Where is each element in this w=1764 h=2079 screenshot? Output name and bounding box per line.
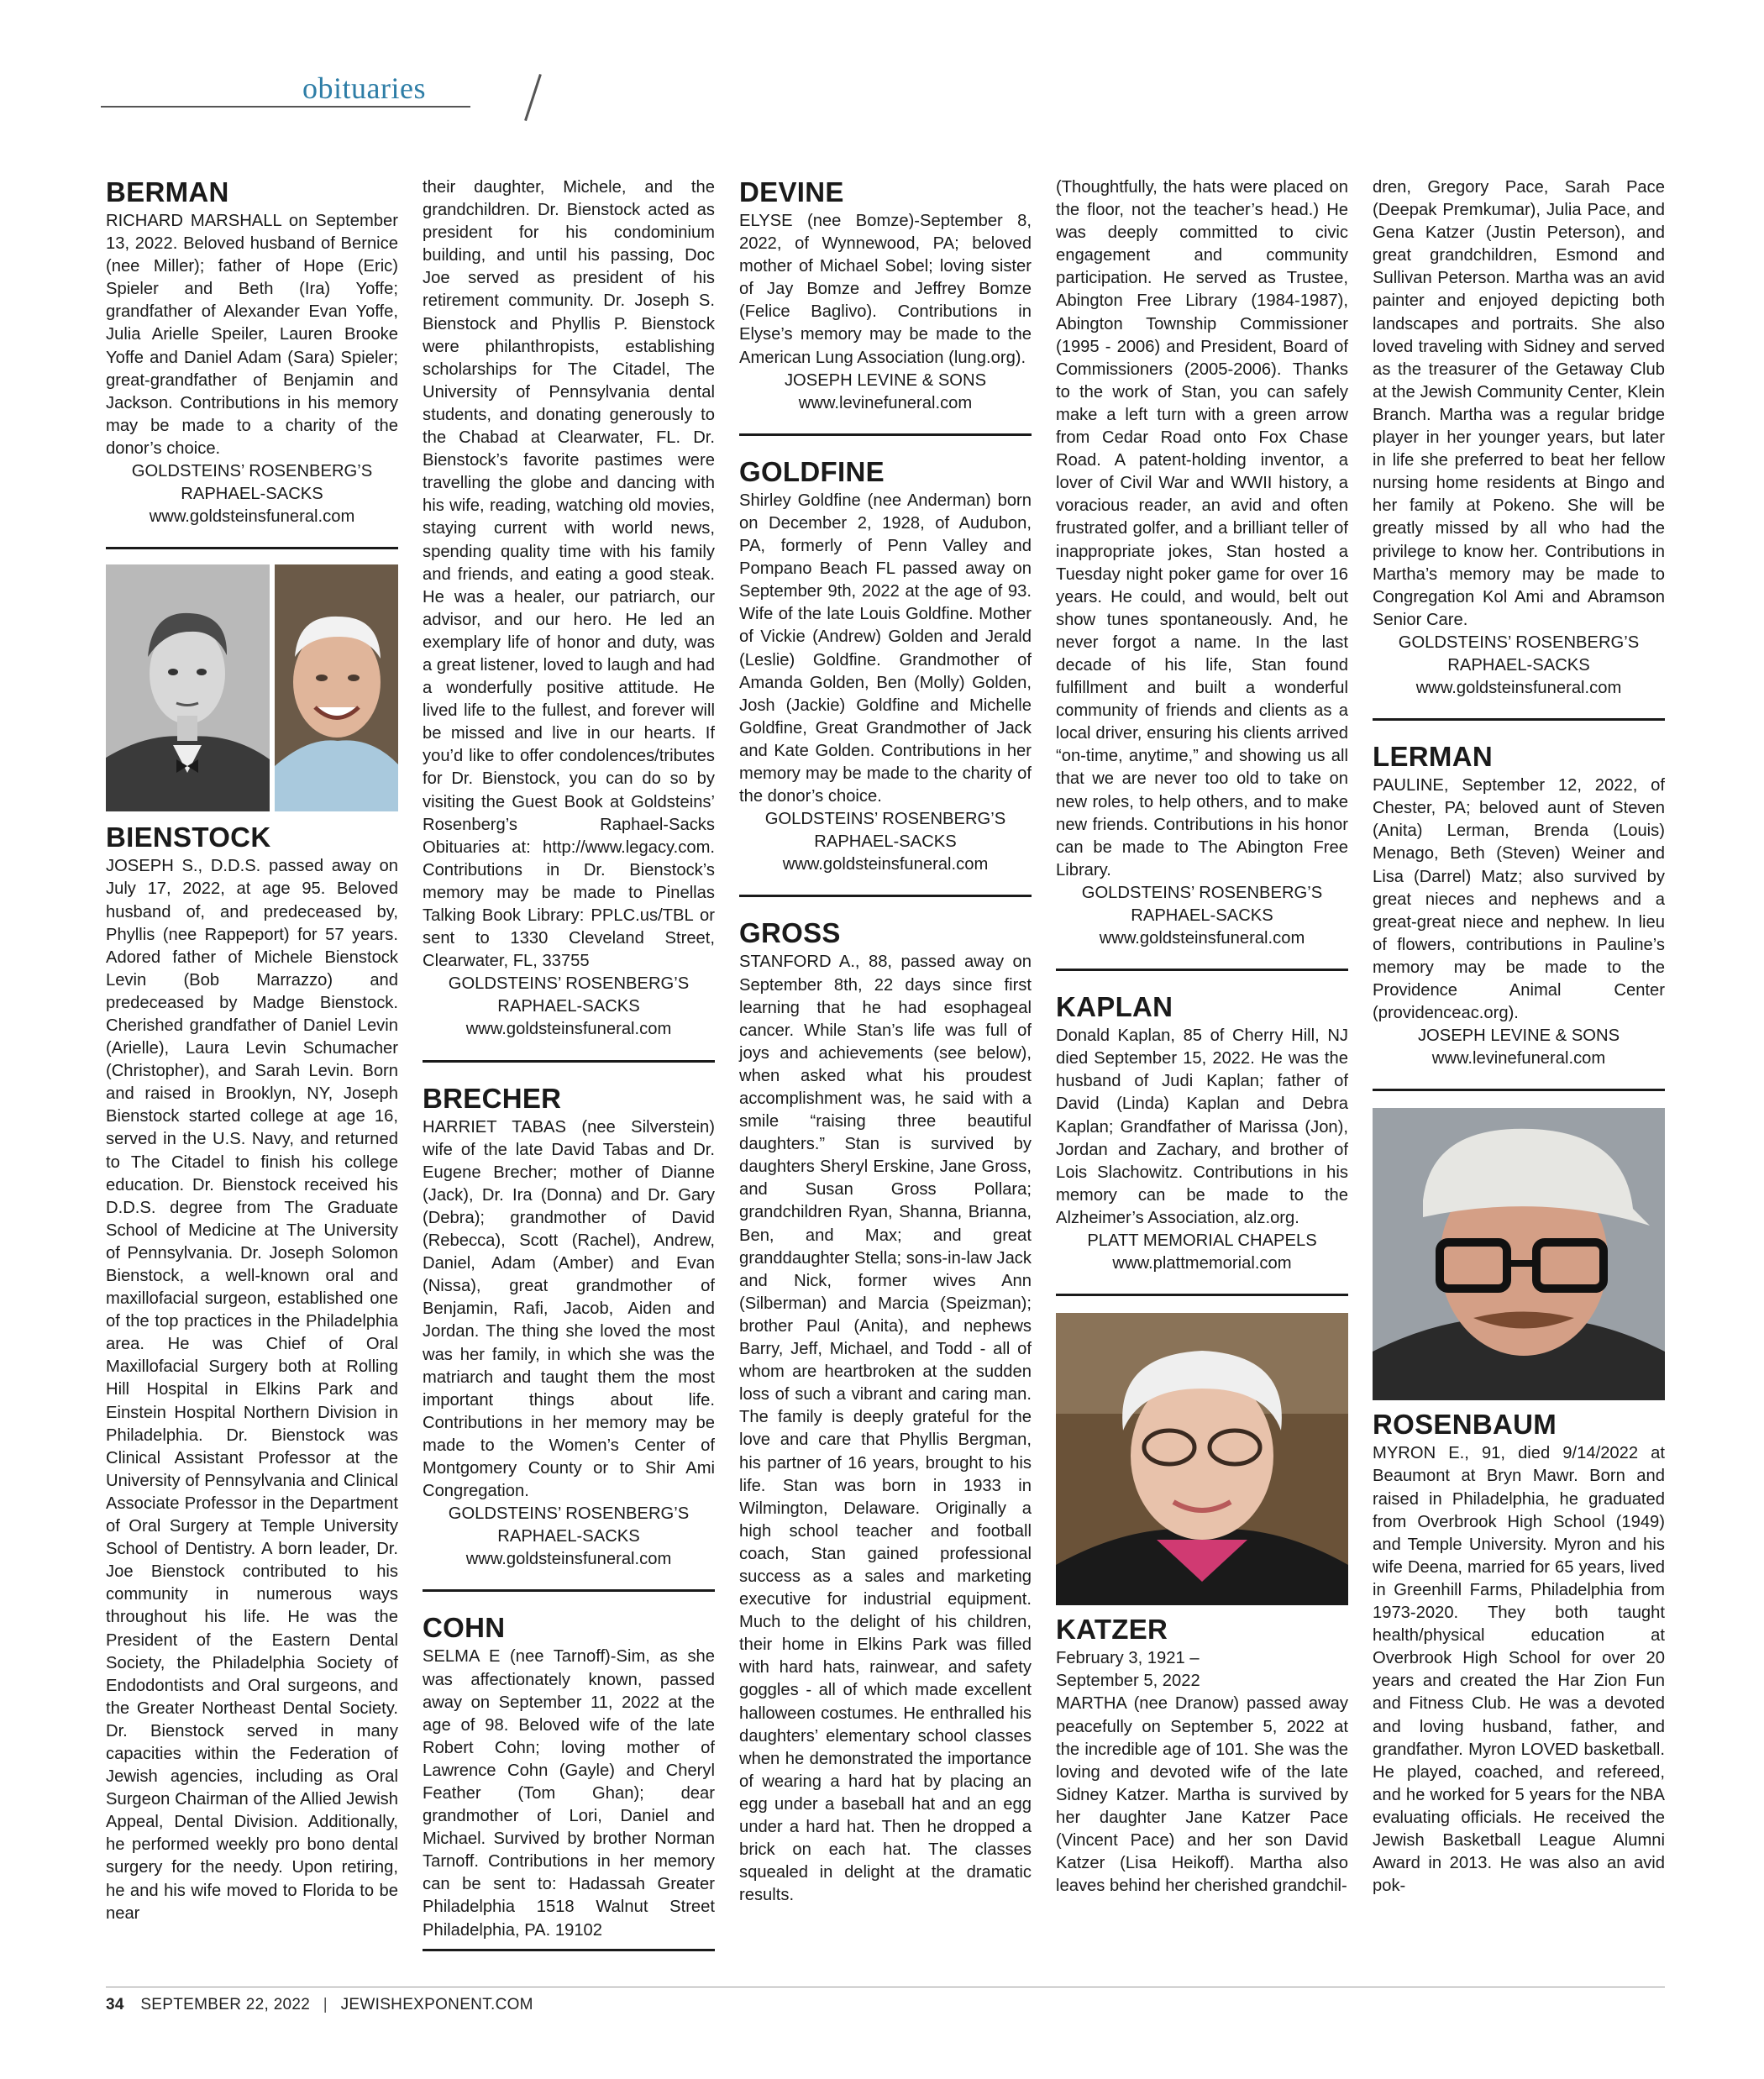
obituary-body-part2: dren, Gregory Pace, Sarah Pace (Deepak Premkumar), Julia Pace, and Gena Katzer (Justin Peterson), and great grandchildren, Esmond and Sullivan Peterson. Martha was an avid painter and enjoyed depicting both landscapes and portraits. She also loved traveling with Sidney and served as the treasurer of the Getaway Club at the Jewish Community Center, Klein Branch. Martha was a regular bridge player in her younger years, but later in life she preferred to beat her fellow nursing home residents at Bingo and her family at Pokeno. She will be greatly missed by all who had the privilege to know her. Contributions in Martha’s memory may be made to Congregation Kol Ami and Abramson Senior Care. [1373, 178, 1665, 629]
obituary-body: MYRON E., 91, died 9/14/2022 at Beaumont at Bryn Mawr. Born and raised in Philadelphia, he graduated from Overbrook High School (1949) and Temple University. Myron and his wife Deena, married for 65 years, lived in Greenhill Farms, Philadelphia from 1973-2020. They both taught health/physical education at Overbrook High School for over 20 years and created the Har Zion Fun and Fitness Club. He was a devoted and loving husband, father, and grandfather. Myron LOVED basketball. He played, coached, and refereed, and he worked for 5 years for the NBA evaluating officials. He received the Jewish Basketball League Alumni Award in 2013. He was also an avid pok- [1373, 1444, 1665, 1896]
funeral-home-url: www.goldsteinsfuneral.com [1415, 679, 1622, 698]
obituary-body: Shirley Goldfine (nee Anderman) born on December 2, 1928, of Audubon, PA, formerly of Penn Valley and Pompano Beach FL passed away on September 9th, 2022 at the age of 93. Wife of the late Louis Goldfine. Mother of Vickie (Andrew) Golden and Jerald (Leslie) Goldfine. Grandmother of Amanda Golden, Ben (Molly) Golden, Josh (Jackie) Goldfine and Michelle Goldfine, Great Grandmother of Jack and Kate Golden. Contributions in her memory may be made to the charity of the donor’s choice. [739, 491, 1032, 806]
obituary-lerman [1373, 741, 1665, 1070]
obituary-dates-end: September 5, 2022 [1056, 1672, 1200, 1691]
funeral-home-url: www.goldsteinsfuneral.com [149, 507, 355, 527]
obituary-bienstock-continued [423, 176, 715, 1042]
funeral-home: JOSEPH LEVINE & SONS [784, 370, 987, 390]
website: JEWISHEXPONENT.COM [340, 1996, 533, 2013]
portrait-rosenbaum-image [1373, 1108, 1665, 1400]
obituary-name: ROSENBAUM [1373, 1409, 1557, 1441]
bienstock-young-photo [106, 564, 270, 811]
obituary-name: BERMAN [106, 176, 229, 207]
funeral-home-sub: RAPHAEL-SACKS [181, 485, 323, 504]
divider [106, 547, 398, 549]
obituary-bienstock [106, 822, 398, 1924]
obituary-kaplan [1056, 991, 1348, 1275]
obituary-goldfine [739, 456, 1032, 877]
funeral-home: GOLDSTEINS’ ROSENBERG’S [1081, 883, 1323, 902]
obituary-body: SELMA E (nee Tarnoff)-Sim, as she was affectionately known, passed away on September 11, 2022 at the age of 98. Beloved wife of the late Robert Cohn; loving mother of Lawrence Cohn (Gayle) and Cheryl Feather (Tom Ghan); dear grandmother of Lori, Daniel and Michael. Survived by brother Norman Tarnoff. Contributions in her memory can be sent to: Hadassah Greater Philadelphia 1518 Walnut Street Philadelphia, PA. 19102 [423, 1647, 715, 1940]
obituary-name: BRECHER [423, 1082, 562, 1114]
funeral-home-url: www.goldsteinsfuneral.com [465, 1020, 672, 1039]
funeral-home-sub: RAPHAEL-SACKS [1447, 655, 1590, 675]
page-number: 34 [106, 1996, 124, 2013]
obituary-devine [739, 176, 1032, 415]
obituary-cohn [423, 1612, 715, 1941]
portrait-young-image [106, 564, 270, 811]
divider [1056, 969, 1348, 971]
column-2 [423, 176, 715, 1971]
obituary-name: GOLDFINE [739, 455, 885, 487]
obituary-rosenbaum [1373, 1409, 1665, 1898]
obituary-body: ELYSE (nee Bomze)-September 8, 2022, of Wynnewood, PA; beloved mother of Michael Sobel; loving sister of Jay Bomze and Jeffrey Bomze (Felice Baglivo). Contributions in Elyse’s memory may be made to the American Lung Association (lung.org). [739, 212, 1032, 367]
column-5 [1373, 176, 1665, 1898]
funeral-home-url: www.goldsteinsfuneral.com [1099, 929, 1305, 948]
column-4 [1056, 176, 1348, 1898]
divider [1056, 1294, 1348, 1296]
obituary-gross-continued [1056, 176, 1348, 950]
obituary-name: KATZER [1056, 1614, 1168, 1646]
obituary-dates-start: February 3, 1921 – [1056, 1649, 1200, 1668]
issue-date: SEPTEMBER 22, 2022 [140, 1996, 311, 2013]
divider [1373, 718, 1665, 721]
obituary-body: RICHARD MARSHALL on September 13, 2022. Beloved husband of Bernice (nee Miller); father of Hope (Eric) Spieler and Beth (Ira) Yoffe; grandfather of Alexander Evan Yoffe, Julia Arielle Speiler, Lauren Brooke Yoffe and Daniel Adam (Sara) Spieler; great-grandfather of Benjamin and Jackson. Contributions in his memory may be made to a charity of the donor’s choice. [106, 212, 398, 458]
obituary-body: HARRIET TABAS (nee Silverstein) wife of the late David Tabas and Dr. Eugene Brecher; mother of Dianne (Jack), Dr. Ira (Donna) and Dr. Gary (Debra); grandmother of David (Rebecca), Scott (Rachel), Andrew, Daniel, Adam (Amber) and Evan (Nissa), great grandmother of Benjamin, Rafi, Jacob, Aiden and Jordan. The thing she loved the most was her family, in which she was the matriarch and taught them the most important things about life. Contributions in her memory may be made to the Women’s Center of Montgomery County or to Shir Ami Congregation. [423, 1117, 715, 1501]
funeral-home: GOLDSTEINS’ ROSENBERG’S [131, 462, 373, 481]
funeral-home: GOLDSTEINS’ ROSENBERG’S [448, 1504, 690, 1524]
section-header [101, 69, 479, 128]
funeral-home-url: www.goldsteinsfuneral.com [465, 1550, 672, 1569]
portrait-katzer-image [1056, 1313, 1348, 1605]
funeral-home-url: www.levinefuneral.com [1431, 1049, 1606, 1068]
funeral-home-sub: RAPHAEL-SACKS [497, 997, 640, 1016]
rosenbaum-photo [1373, 1108, 1665, 1400]
funeral-home: GOLDSTEINS’ ROSENBERG’S [448, 974, 690, 994]
page-footer [106, 1996, 533, 2014]
funeral-home-sub: RAPHAEL-SACKS [497, 1527, 640, 1546]
obituary-body: PAULINE, September 12, 2022, of Chester, PA; beloved aunt of Steven (Anita) Lerman, Brenda (Louis) Menago, Beth (Steven) Weiner and Lisa (Darrel) Matz; also survived by great nieces and nephews and a great-great niece and nephew. In lieu of flowers, contributions in Pauline’s memory may be made to the Providence Animal Center (providenceac.org). [1373, 776, 1665, 1023]
section-title: obituaries [302, 71, 426, 105]
funeral-home: GOLDSTEINS’ ROSENBERG’S [1398, 633, 1640, 652]
divider [1373, 1089, 1665, 1091]
obituary-body: Donald Kaplan, 85 of Cherry Hill, NJ died September 15, 2022. He was the husband of Judi Kaplan; father of David (Linda) Kaplan and Debra Kaplan; Grandfather of Marissa (Jon), Jordan and Zachary, and brother of Lois Slachowitz. Contributions in his memory can be made to the Alzheimer’s Association, alz.org. [1056, 1026, 1348, 1227]
obituary-name: GROSS [739, 917, 841, 949]
obituary-name: COHN [423, 1612, 506, 1644]
divider [739, 433, 1032, 436]
funeral-home-sub: RAPHAEL-SACKS [1131, 906, 1273, 925]
bienstock-photos [106, 564, 398, 811]
funeral-home-url: www.goldsteinsfuneral.com [782, 855, 989, 874]
funeral-home-sub: RAPHAEL-SACKS [814, 832, 957, 852]
bienstock-older-photo [275, 564, 398, 811]
divider [423, 1060, 715, 1063]
obituary-body-part1: STANFORD A., 88, passed away on September 8th, 22 days since first learning that he had esophageal cancer. While Stan’s life was full of joys and achievements (see below), when asked what his proudest accomplishment was, he said with a smile “raising three beautiful daughters.” Stan is survived by daughters Sheryl Erskine, Jane Gross, and Susan Gross Pollara; grandchildren Ryan, Shanna, Brianna, Ben, and Max; and great granddaughter Stella; sons-in-law Jack and Nick, former wives Ann (Silberman) and Marcia (Speizman); brother Paul (Anita), and nephews Barry, Jeff, Michael, and Todd - all of whom are heartbroken at the sudden loss of such a vibrant and caring man. The family is deeply grateful for the love and care that Phyllis Bergman, his partner of 16 years, brought to his life. Stan was born in 1933 in Wilmington, Delaware. Originally a high school teacher and football coach, Stan gained professional success as a sales and marketing executive for industrial equipment. Much to the delight of his children, their home in Elkins Park was filled with hard hats, rainwear, and safety goggles - all of which made excellent halloween costumes. He enthralled his daughters’ elementary school classes when he demonstrated the importance of wearing a hard hat by placing an egg under a baseball hat and an egg under a hard hat. Then he dropped a brick on each hat. The classes squealed in delight at the dramatic results. [739, 953, 1032, 1905]
funeral-home: GOLDSTEINS’ ROSENBERG’S [764, 810, 1006, 829]
funeral-home-url: www.plattmemorial.com [1112, 1254, 1292, 1273]
divider [423, 1589, 715, 1592]
funeral-home: PLATT MEMORIAL CHAPELS [1087, 1231, 1317, 1251]
divider [739, 895, 1032, 897]
obituary-name: KAPLAN [1056, 991, 1173, 1023]
obituary-body-part1: MARTHA (nee Dranow) passed away peacefully on September 5, 2022 at the incredible age of 101. She was the loving and devoted wife of the late Sidney Katzer. Martha is survived by her daughter Jane Katzer Pace (Vincent Pace) and her son David Katzer (Lisa Heikoff). Martha also leaves behind her cherished grandchil- [1056, 1694, 1348, 1896]
obituary-name: LERMAN [1373, 741, 1493, 773]
header-rule [101, 106, 470, 108]
divider [423, 1949, 715, 1951]
column-1 [106, 176, 398, 1925]
obituary-name: DEVINE [739, 176, 844, 207]
column-3 [739, 176, 1032, 1907]
obituary-body-part2: (Thoughtfully, the hats were placed on the floor, not the teacher’s head.) He was deeply committed to civic engagement and community participation. He served as Trustee, Abington Free Library (1984-1987), Abington Township Commissioner (1995 - 2006) and President, Board of Commissioners (2005-2006). Thanks to the work of Stan, you can safely make a left turn with a green arrow from Cedar Road onto Fox Chase Road. A patent-holding inventor, a lover of Civil War and WWII history, a voracious reader, an avid and often frustrated golfer, and a brilliant teller of inappropriate jokes, Stan hosted a Tuesday night poker game for over 16 years. He could, and would, belt out show tunes spontaneously. And, he never forgot a name. In the last decade of his life, Stan found fulfillment and built a wonderful community of friends and clients as a local driver, ensuring his clients arrived “on-time, anytime,” and showing us all that we are never too old to take on new roles, to help others, and to make new friends. Contributions in his honor can be made to The Abington Free Library. [1056, 178, 1348, 879]
obituary-katzer [1056, 1614, 1348, 1898]
funeral-home: JOSEPH LEVINE & SONS [1417, 1026, 1620, 1046]
obituary-body-part1: JOSEPH S., D.D.S. passed away on July 17, 2022, at age 95. Beloved husband of, and predeceased by, Phyllis (nee Rappeport) for 57 years. Adored father of Michele Bienstock Levin (Bob Marrazzo) and predeceased by Madge Bienstock. Cherished grandfather of Daniel Levin (Arielle), Laura Levin Schumacher (Christopher), and Sarah Levin. Born and raised in Brooklyn, NY, Joseph Bienstock started college at age 16, served in the U.S. Navy, and returned to The Citadel to finish his college education. Dr. Bienstock received his D.D.S. degree from The Graduate School of Medicine at The University of Pennsylvania. Dr. Joseph Solomon Bienstock, a well-known oral and maxillofacial surgeon, established one of the top practices in the Philadelphia area. He was Chief of Oral Maxillofacial Surgery both at Rolling Hill Hospital in Elkins Park and Einstein Hospital Northern Division in Philadelphia. Dr. Bienstock was Clinical Assistant Professor at the University of Pennsylvania and Clinical Associate Professor in the Department of Oral Surgery at Temple University School of Dentistry. A born leader, Dr. Joe Bienstock contributed to his community in numerous ways throughout his life. He was the President of the Eastern Dental Society, the Philadelphia Society of Endodontists and Oral surgeons, and the Greater Northeast Dental Society. Dr. Bienstock served in many capacities within the Federation of Jewish agencies, including as Oral Surgeon Chairman of the Allied Jewish Appeal, Dental Division. Additionally, he performed weekly pro bono dental surgery for the needy. Upon retiring, he and his wife moved to Florida to be near [106, 857, 398, 1923]
obituary-name: BIENSTOCK [106, 822, 271, 853]
obituary-gross [739, 917, 1032, 1907]
funeral-home-url: www.levinefuneral.com [798, 393, 973, 412]
header-slash [524, 74, 542, 121]
obituary-katzer-continued [1373, 176, 1665, 700]
katzer-photo [1056, 1313, 1348, 1605]
footer-separator: | [323, 1996, 328, 2013]
obituary-body-part2: their daughter, Michele, and the grandchildren. Dr. Bienstock acted as president for his condominium building, and until his passing, Doc Joe served as president of his retirement community. Dr. Joseph S. Bienstock and Phyllis P. Bienstock were philanthropists, establishing scholarships for The Citadel, The University of Pennsylvania dental students, and donating generously to the Chabad at Clearwater, FL. Dr. Bienstock’s favorite pastimes were travelling the globe and dancing with his wife, reading, watching old movies, staying current with world news, spending quality time with his family and friends, and eating a good steak. He was a healer, our patriarch, our advisor, and our hero. He led an exemplary life of honor and duty, was a great listener, loved to laugh and had a wonderfully positive attitude. He lived life to the fullest, and forever will be missed and live in our hearts. If you’d like to offer condolences/tributes for Dr. Bienstock, you can do so by visiting the Guest Book at Goldsteins’ Rosenberg’s Raphael-Sacks Obituaries at: http://www.legacy.com. Contributions in Dr. Bienstock’s memory may be made to Pinellas Talking Book Library: PPLC.us/TBL or sent to 1330 Cleveland Street, Clearwater, FL, 33755 [423, 178, 715, 971]
obituary-berman [106, 176, 398, 528]
portrait-older-image [275, 564, 398, 811]
obituary-brecher [423, 1083, 715, 1572]
